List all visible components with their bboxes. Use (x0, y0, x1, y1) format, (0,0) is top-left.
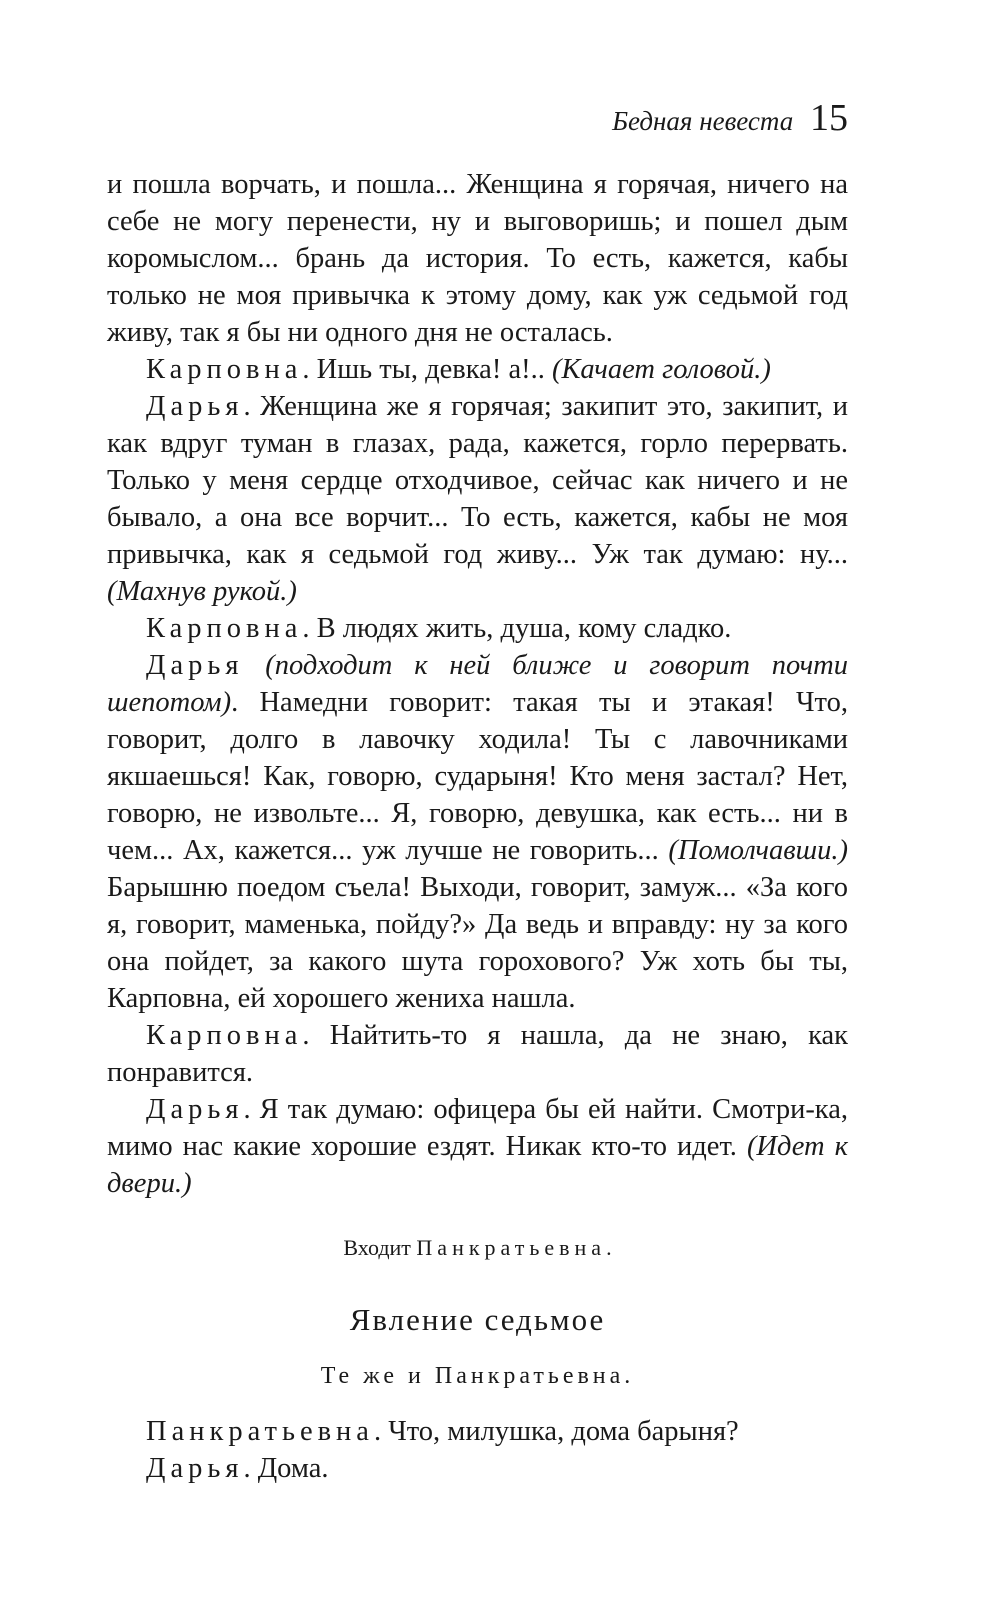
dialogue-line (107, 1017, 848, 1091)
entrance-prefix: Входит (343, 1235, 417, 1260)
running-header-title: Бедная невеста (612, 106, 794, 136)
scene-dialogue (146, 1413, 866, 1487)
paragraph-text: и пошла ворчать, и пошла... Женщина я горячая, ничего на себе не могу перенести, ну и выговоришь; и пошел дым коромыслом... брань да история. То есть, кажется, кабы только не моя привычка к этому дому, как уж седьмой год живу, так я бы ни одного дня не осталась. (107, 169, 848, 348)
dialogue-text: Барышню поедом съела! Выходи, говорит, замуж... «За кого я, говорит, маменька, пойду?» Да ведь и вправду: ну за кого она пойдет, за какого шута горохового? Уж хоть бы ты, Карповна, ей хорошего жениха нашла. (107, 872, 848, 1014)
dialogue-text: . Женщина же я горячая; закипит это, закипит, и как вдруг туман в глазах, рада, кажется, горло перервать. Только у меня сердце отходчивое, сейчас как ничего и не бывало, а она все ворчит... То есть, кажется, кабы не моя привычка, как я седьмой год живу... Уж так думаю: ну... (107, 391, 848, 570)
speaker-name: Карповна (146, 354, 303, 385)
dialogue-text: . Дома. (243, 1453, 329, 1484)
dialogue-line (107, 610, 848, 647)
entrance-name: Панкратьевна (416, 1235, 607, 1260)
dialogue-line (107, 1091, 848, 1202)
stage-remark: (Махнув рукой.) (107, 576, 297, 607)
speaker-name: Дарья (146, 391, 244, 422)
stage-remark: (Качает головой.) (551, 354, 771, 385)
stage-remark: (подходит к ней ближе и говорит почти шепотом) (107, 650, 848, 718)
dialogue-line (146, 1413, 866, 1450)
dialogue-line (107, 351, 848, 388)
dialogue-text: . Я так думаю: офицера бы ей найти. Смотри-ка, мимо нас какие хорошие ездят. Никак кто-то идет. (107, 1094, 848, 1162)
scene-cast: Те же и Панкратьевна. (320, 1363, 635, 1389)
entrance-direction (107, 1232, 848, 1264)
paragraph (107, 166, 848, 351)
stage-remark: (Помолчавши.) (668, 835, 848, 866)
speaker-name: Дарья (146, 1094, 244, 1125)
dialogue-text: . Что, милушка, дома барыня? (373, 1416, 739, 1447)
dialogue-text: . Намедни говорит: такая ты и этакая! Что, говорит, долго в лавочку ходила! Ты с лавочниками якшаешься! Как, говорю, сударыня! Кто меня застал? Нет, говорю, не извольте... Я, говорю, девушка, как есть... ни в чем... Ах, кажется... уж лучше не говорить... (107, 687, 848, 866)
running-header (612, 98, 848, 141)
dialogue-text: . В людях жить, душа, кому сладко. (302, 613, 732, 644)
dialogue-text: . Ишь ты, девка! а!.. (302, 354, 552, 385)
dialogue-line (107, 388, 848, 610)
stage-remark: (Идет к двери.) (107, 1131, 848, 1199)
dialogue-text: . Найтить-то я нашла, да не знаю, как понравится. (107, 1020, 848, 1088)
speaker-name: Панкратьевна (146, 1416, 374, 1447)
scene-heading: Явление седьмое (349, 1302, 606, 1337)
speaker-name: Карповна (146, 613, 303, 644)
page-number: 15 (810, 97, 848, 139)
dialogue-line (107, 647, 848, 1017)
dialogue-line (146, 1450, 866, 1487)
main-text (107, 166, 848, 1202)
speaker-name: Карповна (146, 1020, 303, 1051)
speaker-name: Дарья (146, 1453, 244, 1484)
entrance-suffix: . (606, 1235, 612, 1260)
speaker-name: Дарья (146, 650, 244, 681)
